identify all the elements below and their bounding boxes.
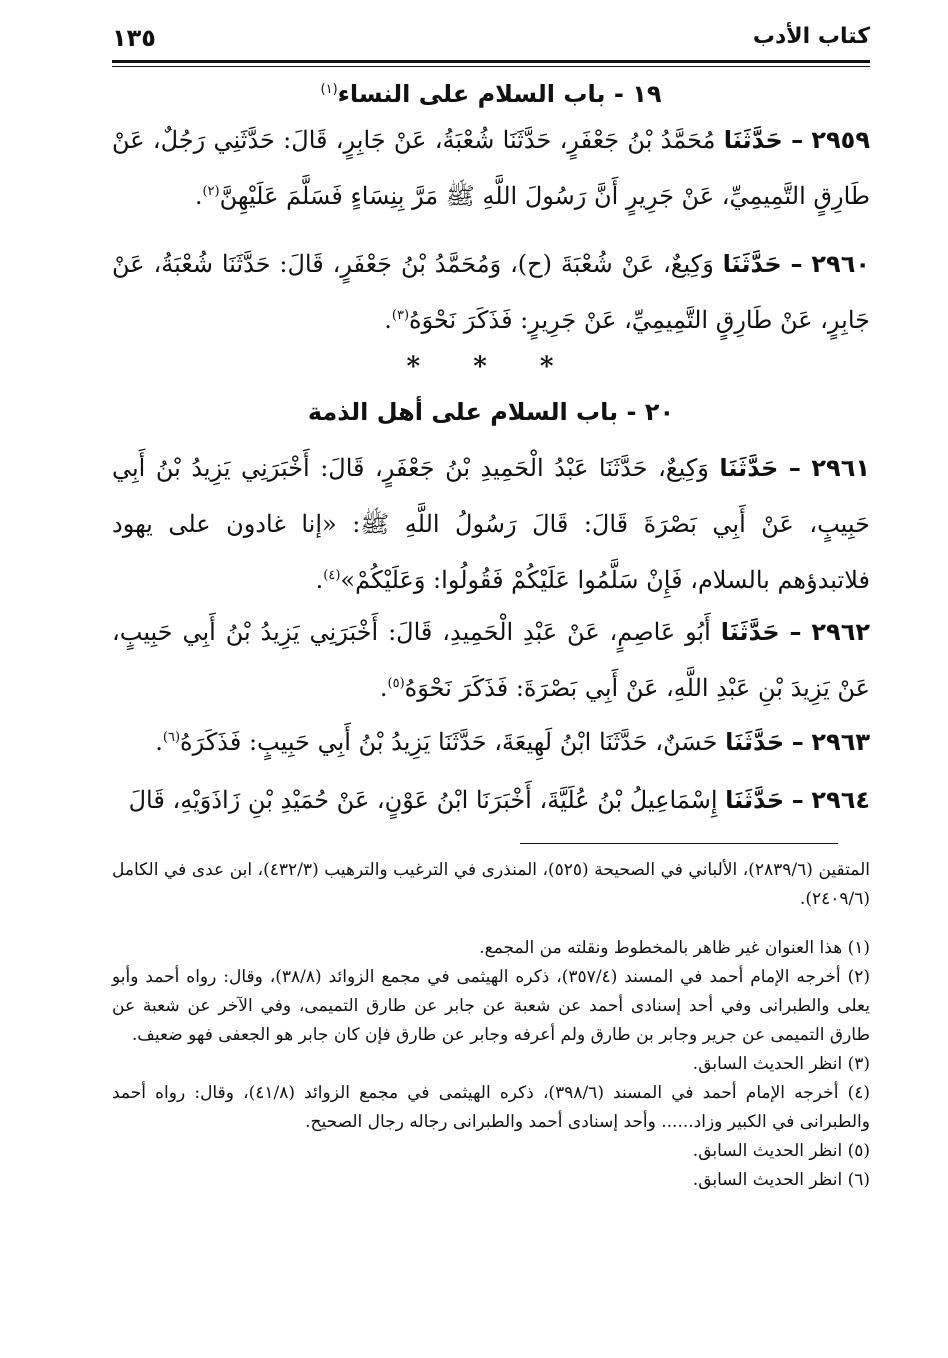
hadith-entry: ٢٩٦٠ – حَدَّثَنَا وَكِيعٌ، عَنْ شُعْبَةَ (ح)، وَمُحَمَّدُ بْنُ جَعْفَرٍ، قَالَ: حَدَّثَنَا شُعْبَةُ، عَنْ جَابِرٍ، عَنْ طَارِقٍ التَّمِيمِيِّ، عَنْ جَرِيرٍ: فَذَكَرَ نَحْوَهُ$^{(٣)}$. — [112, 250, 870, 334]
chapter-heading — [112, 398, 870, 426]
chapter-heading-text: ٢٠ - باب السلام على أهل الذمة — [307, 398, 675, 426]
hadith-number: ٢٩٦١ — [811, 454, 870, 482]
hadith-text: حَسَنٌ، حَدَّثَنَا ابْنُ لَهِيعَةَ، حَدَّثَنَا يَزِيدُ بْنُ أَبِي حَبِيبٍ: فَذَكَرَهُ — [180, 728, 718, 756]
footnote-marker: (٣) — [391, 308, 410, 323]
page-number: ١٣٥ — [112, 24, 156, 52]
chapter-heading — [112, 80, 870, 108]
running-header — [112, 24, 870, 56]
hadith-number: ٢٩٥٩ — [811, 126, 870, 154]
footnote: (٤) أخرجه الإمام أحمد في المسند (٣٩٨/٦)، ذكره الهيثمى في مجمع الزوائد (٤١/٨)، وقال: رواه أحمد والطبرانى في الكبير وزاد...... وأحد إسنادى أحمد والطبرانى رجاله رجال الصحيح. — [112, 1083, 870, 1132]
footnote: (١) هذا العنوان غير ظاهر بالمخطوط ونقلته من المجمع. — [479, 938, 870, 958]
hadith-number: ٢٩٦٠ — [811, 250, 870, 278]
hadith-entry: ٢٩٦٣ – حَدَّثَنَا حَسَنٌ، حَدَّثَنَا ابْنُ لَهِيعَةَ، حَدَّثَنَا يَزِيدُ بْنُ أَبِي حَبِيبٍ: فَذَكَرَهُ$^{(٦)}$. — [155, 728, 870, 756]
hadith-entry: ٢٩٦٢ – حَدَّثَنَا أَبُو عَاصِمٍ، عَنْ عَبْدِ الْحَمِيدِ، قَالَ: أَخْبَرَنِي يَزِيدُ بْنُ أَبِي حَبِيبٍ، عَنْ يَزِيدَ بْنِ عَبْدِ اللَّهِ، عَنْ أَبِي بَصْرَةَ: فَذَكَرَ نَحْوَهُ$^{(٥)}$. — [112, 618, 870, 702]
hadith-opening: حَدَّثَنَا — [725, 728, 785, 756]
footnote: (٥) انظر الحديث السابق. — [692, 1141, 870, 1161]
hadith-number: ٢٩٦٢ — [811, 618, 870, 646]
hadith-opening: حَدَّثَنَا — [725, 786, 785, 814]
footnote: (٣) انظر الحديث السابق. — [692, 1054, 870, 1074]
hadith-entry: ٢٩٦٤ – حَدَّثَنَا إِسْمَاعِيلُ بْنُ عُلَيَّةَ، أَخْبَرَنَا ابْنُ عَوْنٍ، عَنْ حُمَيْدِ بْنِ زَاذَوَيْهِ، قَالَ — [128, 786, 870, 814]
book-title: كتاب الأدب — [752, 24, 870, 49]
footnote-separator — [520, 843, 838, 844]
footnote-marker: (٢) — [202, 184, 220, 199]
hadith-text: وَكِيعٌ، حَدَّثَنَا عَبْدُ الْحَمِيدِ بْنُ جَعْفَرٍ، قَالَ: أَخْبَرَنِي يَزِيدُ بْنُ أَبِي حَبِيبٍ، عَنْ أَبِي بَصْرَةَ قَالَ: قَالَ رَسُولُ اللَّهِ ﷺ: «إنا غادون على يهود فلاتبدؤهم بالسلام، فَإِنْ سَلَّمُوا عَلَيْكُمْ فَقُولُوا: وَعَلَيْكُمْ» — [112, 454, 870, 594]
hadith-number: ٢٩٦٣ — [811, 728, 870, 756]
hadith-text: إِسْمَاعِيلُ بْنُ عُلَيَّةَ، أَخْبَرَنَا ابْنُ عَوْنٍ، عَنْ حُمَيْدِ بْنِ زَاذَوَيْهِ، قَالَ — [128, 786, 718, 814]
hadith-entry: ٢٩٥٩ – حَدَّثَنَا مُحَمَّدُ بْنُ جَعْفَرٍ، حَدَّثَنَا شُعْبَةُ، عَنْ جَابِرٍ، قَالَ: حَدَّثَنِي رَجُلٌ، عَنْ طَارِقٍ التَّمِيمِيِّ، عَنْ جَرِيرٍ أَنَّ رَسُولَ اللَّهِ ﷺ مَرَّ بِنِسَاءٍ فَسَلَّمَ عَلَيْهِنَّ$^{(٢)}$. — [112, 126, 870, 210]
hadith-opening: حَدَّثَنَا — [719, 454, 779, 482]
footnotes-list — [112, 934, 870, 1195]
hadith-entry: ٢٩٦١ – حَدَّثَنَا وَكِيعٌ، حَدَّثَنَا عَبْدُ الْحَمِيدِ بْنُ جَعْفَرٍ، قَالَ: أَخْبَرَنِي يَزِيدُ بْنُ أَبِي حَبِيبٍ، عَنْ أَبِي بَصْرَةَ قَالَ: قَالَ رَسُولُ اللَّهِ ﷺ: «إنا غادون على يهود فلاتبدؤهم بالسلام، فَإِنْ سَلَّمُوا عَلَيْكُمْ فَقُولُوا: وَعَلَيْكُمْ»$^{(٤)}$. — [112, 454, 870, 594]
footnote-marker: (١) — [320, 82, 338, 97]
footnote: (٢) أخرجه الإمام أحمد في المسند (٣٥٧/٤)، ذكره الهيثمى في مجمع الزوائد (٣٨/٨)، وقال: رواه أحمد وأبو يعلى والطبرانى وفي أحد إسنادى أحمد عن شعبة عن جابر عن طارق التميمى، وفي الآخر عن شعبة عن طارق التميمى عن جرير وجابر بن طارق ولم أعرفه وجابر عن طارق فإن كان جابر هو الجعفى فهو ضعيف. — [112, 967, 870, 1045]
section-separator: * * * — [406, 352, 576, 382]
footnote-carryover: المتقين (٢٨٣٩/٦)، الألباني في الصحيحة (٥٢٥)، المنذرى في الترغيب والترهيب (٤٣٢/٣)، ابن عدى في الكامل (٢٤٠٩/٦). — [112, 860, 870, 909]
chapter-heading-text: ١٩ - باب السلام على النساء — [337, 80, 662, 108]
footnote: (٦) انظر الحديث السابق. — [692, 1170, 870, 1190]
hadith-opening: حَدَّثَنَا — [720, 618, 780, 646]
hadith-text: مُحَمَّدُ بْنُ جَعْفَرٍ، حَدَّثَنَا شُعْبَةُ، عَنْ جَابِرٍ، قَالَ: حَدَّثَنِي رَجُلٌ، عَنْ طَارِقٍ التَّمِيمِيِّ، عَنْ جَرِيرٍ أَنَّ رَسُولَ اللَّهِ ﷺ مَرَّ بِنِسَاءٍ فَسَلَّمَ عَلَيْهِنَّ — [112, 126, 870, 210]
hadith-opening: حَدَّثَنَا — [722, 250, 782, 278]
hadith-text: أَبُو عَاصِمٍ، عَنْ عَبْدِ الْحَمِيدِ، قَالَ: أَخْبَرَنِي يَزِيدُ بْنُ أَبِي حَبِيبٍ، عَنْ يَزِيدَ بْنِ عَبْدِ اللَّهِ، عَنْ أَبِي بَصْرَةَ: فَذَكَرَ نَحْوَهُ — [112, 618, 870, 702]
hadith-opening: حَدَّثَنَا — [723, 126, 783, 154]
header-rule — [112, 60, 870, 63]
footnote-marker: (٤) — [323, 568, 341, 583]
hadith-number: ٢٩٦٤ — [811, 786, 870, 814]
hadith-text: وَكِيعٌ، عَنْ شُعْبَةَ (ح)، وَمُحَمَّدُ بْنُ جَعْفَرٍ، قَالَ: حَدَّثَنَا شُعْبَةُ، عَنْ جَابِرٍ، عَنْ طَارِقٍ التَّمِيمِيِّ، عَنْ جَرِيرٍ: فَذَكَرَ نَحْوَهُ — [112, 250, 870, 334]
footnote-marker: (٦) — [162, 730, 181, 745]
footnote-marker: (٥) — [387, 676, 405, 691]
